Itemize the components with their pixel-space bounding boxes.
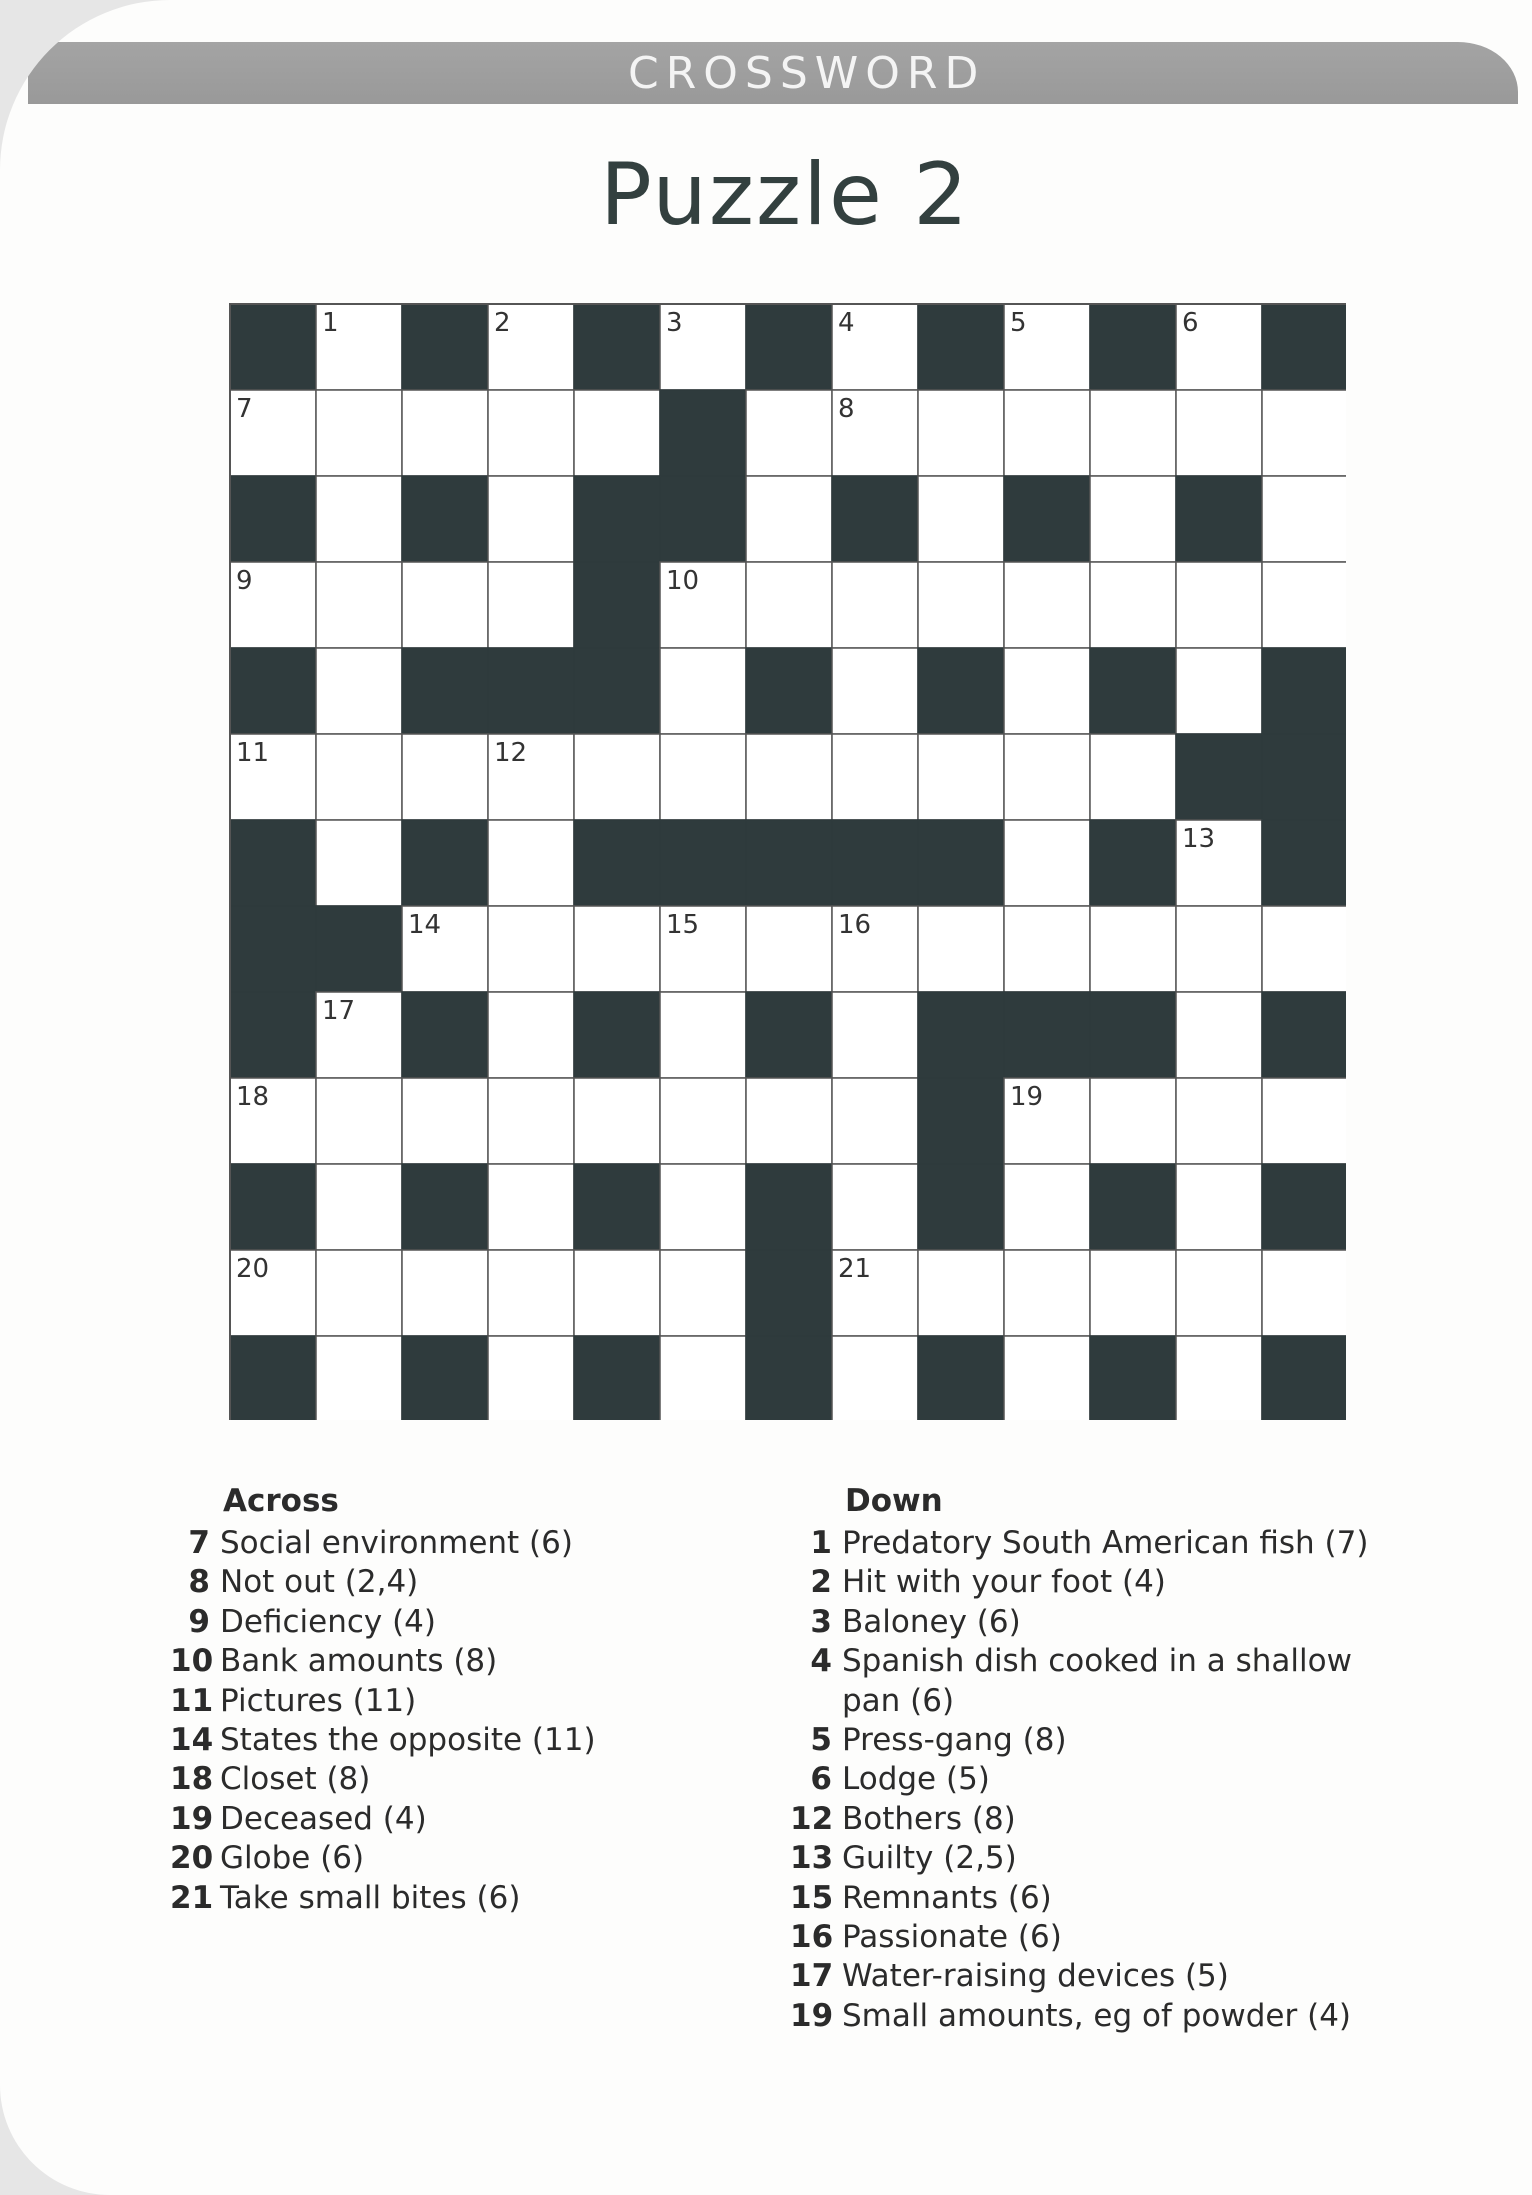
grid-block-cell bbox=[918, 820, 1004, 906]
grid-block-cell bbox=[918, 1164, 1004, 1250]
grid-answer-cell[interactable] bbox=[832, 734, 918, 820]
grid-answer-cell[interactable] bbox=[316, 1164, 402, 1250]
grid-answer-cell[interactable] bbox=[574, 1078, 660, 1164]
grid-answer-cell[interactable] bbox=[488, 1164, 574, 1250]
across-clue bbox=[170, 1603, 596, 1642]
down-clue bbox=[790, 1682, 1368, 1721]
across-clue-list bbox=[170, 1524, 596, 1918]
clue-number: 4 bbox=[810, 1643, 832, 1680]
down-clue bbox=[790, 1957, 1368, 1996]
grid-answer-cell[interactable] bbox=[918, 476, 1004, 562]
clue-text: States the opposite (11) bbox=[220, 1721, 596, 1758]
grid-block-cell bbox=[1090, 304, 1176, 390]
grid-block-cell bbox=[574, 1336, 660, 1420]
grid-block-cell bbox=[918, 648, 1004, 734]
grid-block-cell bbox=[1090, 1336, 1176, 1420]
down-clue bbox=[790, 1879, 1368, 1918]
grid-block-cell bbox=[918, 1078, 1004, 1164]
down-clue bbox=[790, 1603, 1368, 1642]
clue-text: Deceased (4) bbox=[220, 1800, 427, 1837]
clue-number: 9 bbox=[188, 1603, 210, 1640]
across-clue bbox=[170, 1721, 596, 1760]
grid-answer-cell[interactable] bbox=[574, 390, 660, 476]
clue-text: Remnants (6) bbox=[842, 1879, 1052, 1916]
down-clue bbox=[790, 1800, 1368, 1839]
down-clue bbox=[790, 1642, 1368, 1681]
grid-answer-cell[interactable] bbox=[1090, 562, 1176, 648]
clue-text: Globe (6) bbox=[220, 1840, 365, 1877]
clue-text: Closet (8) bbox=[220, 1761, 371, 1798]
clue-number: 14 bbox=[170, 1721, 214, 1758]
down-clue bbox=[790, 1997, 1368, 2036]
grid-clue-number: 19 bbox=[1010, 1082, 1044, 1112]
grid-answer-cell[interactable] bbox=[918, 906, 1004, 992]
clue-text: Guilty (2,5) bbox=[842, 1840, 1017, 1877]
grid-answer-cell[interactable] bbox=[402, 390, 488, 476]
grid-answer-cell[interactable] bbox=[488, 820, 574, 906]
across-clue bbox=[170, 1524, 596, 1563]
grid-answer-cell[interactable] bbox=[488, 390, 574, 476]
grid-block-cell bbox=[1262, 304, 1346, 390]
clue-number: 18 bbox=[170, 1761, 214, 1798]
grid-answer-cell[interactable] bbox=[1004, 1250, 1090, 1336]
puzzle-title: Puzzle 2 bbox=[600, 145, 970, 245]
grid-answer-cell[interactable] bbox=[316, 1078, 402, 1164]
down-clue bbox=[790, 1839, 1368, 1878]
grid-answer-cell[interactable] bbox=[316, 1336, 402, 1420]
clue-number: 8 bbox=[188, 1564, 210, 1601]
down-clue-list bbox=[790, 1524, 1368, 2036]
clue-number: 15 bbox=[790, 1879, 834, 1916]
down-clue bbox=[790, 1563, 1368, 1602]
grid-block-cell bbox=[918, 304, 1004, 390]
grid-answer-cell[interactable] bbox=[1176, 562, 1262, 648]
section-header-band bbox=[28, 42, 1518, 104]
grid-answer-cell[interactable] bbox=[746, 476, 832, 562]
grid-block-cell bbox=[1262, 1164, 1346, 1250]
grid-block-cell bbox=[230, 1336, 316, 1420]
grid-answer-cell[interactable] bbox=[1176, 390, 1262, 476]
grid-block-cell bbox=[1262, 648, 1346, 734]
clue-number: 12 bbox=[790, 1800, 834, 1837]
grid-clue-number: 15 bbox=[666, 910, 700, 940]
grid-answer-cell[interactable] bbox=[746, 1078, 832, 1164]
grid-answer-cell[interactable] bbox=[1262, 390, 1346, 476]
grid-block-cell bbox=[1004, 992, 1090, 1078]
grid-answer-cell[interactable] bbox=[488, 1250, 574, 1336]
grid-block-cell bbox=[402, 304, 488, 390]
grid-answer-cell[interactable] bbox=[1090, 390, 1176, 476]
grid-clue-number: 12 bbox=[494, 738, 528, 768]
grid-answer-cell[interactable] bbox=[660, 734, 746, 820]
down-clue bbox=[790, 1760, 1368, 1799]
grid-clue-number: 17 bbox=[322, 996, 356, 1026]
grid-block-cell bbox=[918, 992, 1004, 1078]
grid-answer-cell[interactable] bbox=[488, 1078, 574, 1164]
grid-answer-cell[interactable] bbox=[1262, 1250, 1346, 1336]
grid-block-cell bbox=[574, 476, 660, 562]
grid-answer-cell[interactable] bbox=[488, 476, 574, 562]
grid-block-cell bbox=[660, 390, 746, 476]
grid-clue-number: 13 bbox=[1182, 824, 1216, 854]
grid-answer-cell[interactable] bbox=[1176, 1250, 1262, 1336]
clue-text: Bothers (8) bbox=[842, 1800, 1016, 1837]
grid-block-cell bbox=[574, 992, 660, 1078]
grid-answer-cell[interactable] bbox=[574, 906, 660, 992]
grid-block-cell bbox=[1090, 648, 1176, 734]
grid-answer-cell[interactable] bbox=[832, 992, 918, 1078]
grid-answer-cell[interactable] bbox=[832, 1078, 918, 1164]
grid-answer-cell[interactable] bbox=[1262, 906, 1346, 992]
grid-clue-number: 5 bbox=[1010, 308, 1027, 338]
grid-block-cell bbox=[746, 1336, 832, 1420]
grid-block-cell bbox=[230, 1164, 316, 1250]
grid-clue-number: 8 bbox=[838, 394, 855, 424]
grid-block-cell bbox=[230, 648, 316, 734]
grid-block-cell bbox=[230, 992, 316, 1078]
grid-clue-number: 3 bbox=[666, 308, 683, 338]
grid-answer-cell[interactable] bbox=[1262, 476, 1346, 562]
grid-clue-number: 2 bbox=[494, 308, 511, 338]
grid-answer-cell[interactable] bbox=[832, 648, 918, 734]
clue-text: Baloney (6) bbox=[842, 1603, 1021, 1640]
clue-number: 19 bbox=[170, 1800, 214, 1837]
grid-answer-cell[interactable] bbox=[832, 1164, 918, 1250]
grid-clue-number: 21 bbox=[838, 1254, 872, 1284]
clue-text: Take small bites (6) bbox=[220, 1879, 521, 1916]
grid-answer-cell[interactable] bbox=[1004, 906, 1090, 992]
clue-number: 7 bbox=[188, 1525, 210, 1561]
across-clue bbox=[170, 1682, 596, 1721]
across-clue bbox=[170, 1800, 596, 1839]
down-clue bbox=[790, 1918, 1368, 1957]
grid-block-cell bbox=[402, 1336, 488, 1420]
grid-answer-cell[interactable] bbox=[1176, 1336, 1262, 1420]
grid-clue-number: 7 bbox=[236, 394, 253, 424]
grid-answer-cell[interactable] bbox=[746, 562, 832, 648]
grid-block-cell bbox=[230, 476, 316, 562]
grid-answer-cell[interactable] bbox=[1004, 648, 1090, 734]
grid-clue-number: 20 bbox=[236, 1254, 270, 1284]
grid-answer-cell[interactable] bbox=[746, 734, 832, 820]
grid-block-cell bbox=[1090, 992, 1176, 1078]
clue-number: 11 bbox=[170, 1682, 214, 1719]
grid-clue-number: 16 bbox=[838, 910, 872, 940]
grid-answer-cell[interactable] bbox=[1176, 1164, 1262, 1250]
grid-block-cell bbox=[574, 648, 660, 734]
grid-clue-number: 9 bbox=[236, 566, 253, 596]
clue-number: 5 bbox=[810, 1721, 832, 1758]
grid-block-cell bbox=[1262, 1336, 1346, 1420]
grid-block-cell bbox=[746, 1250, 832, 1336]
grid-answer-cell[interactable] bbox=[402, 1250, 488, 1336]
grid-answer-cell[interactable] bbox=[1004, 820, 1090, 906]
grid-answer-cell[interactable] bbox=[660, 1336, 746, 1420]
across-clues bbox=[170, 1482, 596, 1918]
grid-answer-cell[interactable] bbox=[574, 1250, 660, 1336]
grid-answer-cell[interactable] bbox=[1004, 1336, 1090, 1420]
grid-answer-cell[interactable] bbox=[402, 1078, 488, 1164]
grid-block-cell bbox=[402, 1164, 488, 1250]
down-clue bbox=[790, 1721, 1368, 1760]
grid-block-cell bbox=[918, 1336, 1004, 1420]
grid-clue-number: 18 bbox=[236, 1082, 270, 1112]
grid-block-cell bbox=[1090, 1164, 1176, 1250]
grid-answer-cell[interactable] bbox=[316, 562, 402, 648]
clue-text: Deficiency (4) bbox=[220, 1603, 437, 1640]
grid-answer-cell[interactable] bbox=[660, 1164, 746, 1250]
grid-answer-cell[interactable] bbox=[918, 1250, 1004, 1336]
grid-answer-cell[interactable] bbox=[574, 734, 660, 820]
grid-block-cell bbox=[574, 304, 660, 390]
down-heading: Down bbox=[845, 1483, 943, 1519]
grid-block-cell bbox=[1176, 476, 1262, 562]
grid-clue-number: 14 bbox=[408, 910, 442, 940]
clue-number: 19 bbox=[790, 1997, 834, 2034]
grid-answer-cell[interactable] bbox=[1176, 648, 1262, 734]
grid-answer-cell[interactable] bbox=[1090, 906, 1176, 992]
grid-block-cell bbox=[1090, 820, 1176, 906]
clue-number: 17 bbox=[790, 1958, 834, 1995]
grid-answer-cell[interactable] bbox=[1262, 562, 1346, 648]
grid-answer-cell[interactable] bbox=[402, 734, 488, 820]
clue-text: Bank amounts (8) bbox=[220, 1643, 498, 1680]
clue-text: Social environment (6) bbox=[220, 1525, 573, 1561]
across-clue bbox=[170, 1642, 596, 1681]
clue-text: Water-raising devices (5) bbox=[842, 1958, 1229, 1995]
grid-answer-cell[interactable] bbox=[1004, 734, 1090, 820]
clue-text: Lodge (5) bbox=[842, 1761, 990, 1798]
grid-answer-cell[interactable] bbox=[832, 562, 918, 648]
grid-block-cell bbox=[230, 820, 316, 906]
grid-block-cell bbox=[488, 648, 574, 734]
grid-block-cell bbox=[574, 820, 660, 906]
grid-answer-cell[interactable] bbox=[316, 820, 402, 906]
grid-block-cell bbox=[316, 906, 402, 992]
grid-answer-cell[interactable] bbox=[402, 562, 488, 648]
across-heading: Across bbox=[223, 1483, 339, 1519]
down-clue bbox=[790, 1524, 1368, 1563]
clue-number: 6 bbox=[810, 1761, 832, 1798]
grid-answer-cell[interactable] bbox=[1004, 1164, 1090, 1250]
clue-number: 16 bbox=[790, 1918, 834, 1955]
grid-clue-number: 6 bbox=[1182, 308, 1199, 338]
grid-answer-cell[interactable] bbox=[488, 992, 574, 1078]
grid-answer-cell[interactable] bbox=[316, 390, 402, 476]
grid-answer-cell[interactable] bbox=[918, 390, 1004, 476]
grid-answer-cell[interactable] bbox=[746, 390, 832, 476]
grid-answer-cell[interactable] bbox=[918, 734, 1004, 820]
clue-text: Spanish dish cooked in a shallow bbox=[842, 1643, 1352, 1680]
grid-answer-cell[interactable] bbox=[1090, 1078, 1176, 1164]
clue-text: Not out (2,4) bbox=[220, 1564, 419, 1601]
grid-block-cell bbox=[402, 992, 488, 1078]
grid-answer-cell[interactable] bbox=[316, 648, 402, 734]
crossword-grid bbox=[228, 302, 1346, 1420]
grid-answer-cell[interactable] bbox=[660, 1250, 746, 1336]
grid-block-cell bbox=[746, 304, 832, 390]
grid-clue-number: 10 bbox=[666, 566, 700, 596]
grid-answer-cell[interactable] bbox=[1176, 906, 1262, 992]
grid-block-cell bbox=[230, 906, 316, 992]
grid-block-cell bbox=[402, 820, 488, 906]
grid-block-cell bbox=[832, 820, 918, 906]
grid-clue-number: 1 bbox=[322, 308, 339, 338]
grid-answer-cell[interactable] bbox=[1090, 476, 1176, 562]
grid-answer-cell[interactable] bbox=[488, 1336, 574, 1420]
clue-text: Predatory South American fish (7) bbox=[842, 1525, 1369, 1561]
grid-answer-cell[interactable] bbox=[488, 906, 574, 992]
grid-block-cell bbox=[660, 820, 746, 906]
grid-answer-cell[interactable] bbox=[660, 648, 746, 734]
clue-number: 20 bbox=[170, 1840, 214, 1877]
grid-answer-cell[interactable] bbox=[1262, 1078, 1346, 1164]
grid-block-cell bbox=[746, 648, 832, 734]
grid-block-cell bbox=[746, 820, 832, 906]
grid-clue-number: 4 bbox=[838, 308, 855, 338]
grid-clue-number: 11 bbox=[236, 738, 270, 768]
clue-number: 1 bbox=[810, 1525, 832, 1561]
across-clue bbox=[170, 1760, 596, 1799]
grid-block-cell bbox=[574, 562, 660, 648]
grid-block-cell bbox=[832, 476, 918, 562]
grid-answer-cell[interactable] bbox=[660, 992, 746, 1078]
grid-answer-cell[interactable] bbox=[1090, 1250, 1176, 1336]
grid-answer-cell[interactable] bbox=[1004, 390, 1090, 476]
clue-number: 2 bbox=[810, 1564, 832, 1601]
grid-answer-cell[interactable] bbox=[660, 1078, 746, 1164]
grid-answer-cell[interactable] bbox=[316, 1250, 402, 1336]
across-clue bbox=[170, 1879, 596, 1918]
grid-answer-cell[interactable] bbox=[316, 476, 402, 562]
grid-answer-cell[interactable] bbox=[1004, 562, 1090, 648]
grid-block-cell bbox=[1004, 476, 1090, 562]
grid-block-cell bbox=[1262, 820, 1346, 906]
grid-answer-cell[interactable] bbox=[1090, 734, 1176, 820]
down-clues bbox=[790, 1482, 1368, 2036]
clue-text: pan (6) bbox=[842, 1682, 955, 1719]
grid-answer-cell[interactable] bbox=[918, 562, 1004, 648]
across-clue bbox=[170, 1839, 596, 1878]
grid-block-cell bbox=[230, 304, 316, 390]
clue-number bbox=[790, 1682, 832, 1721]
grid-block-cell bbox=[1262, 734, 1346, 820]
grid-block-cell bbox=[746, 992, 832, 1078]
clue-text: Passionate (6) bbox=[842, 1918, 1062, 1955]
grid-block-cell bbox=[1262, 992, 1346, 1078]
grid-block-cell bbox=[402, 476, 488, 562]
grid-answer-cell[interactable] bbox=[746, 906, 832, 992]
clue-number: 21 bbox=[170, 1879, 214, 1916]
clue-number: 10 bbox=[170, 1643, 214, 1680]
section-header-label: CROSSWORD bbox=[628, 48, 986, 99]
grid-answer-cell[interactable] bbox=[316, 734, 402, 820]
grid-answer-cell[interactable] bbox=[832, 1336, 918, 1420]
across-clue bbox=[170, 1563, 596, 1602]
clue-number: 3 bbox=[810, 1603, 832, 1640]
grid-answer-cell[interactable] bbox=[1176, 992, 1262, 1078]
grid-answer-cell[interactable] bbox=[488, 562, 574, 648]
clue-number: 13 bbox=[790, 1840, 834, 1877]
grid-block-cell bbox=[402, 648, 488, 734]
grid-block-cell bbox=[746, 1164, 832, 1250]
grid-answer-cell[interactable] bbox=[1176, 1078, 1262, 1164]
clue-text: Press-gang (8) bbox=[842, 1721, 1067, 1758]
grid-block-cell bbox=[1176, 734, 1262, 820]
clue-text: Pictures (11) bbox=[220, 1682, 417, 1719]
grid-block-cell bbox=[660, 476, 746, 562]
grid-block-cell bbox=[574, 1164, 660, 1250]
clue-text: Hit with your foot (4) bbox=[842, 1564, 1166, 1601]
clue-text: Small amounts, eg of powder (4) bbox=[842, 1997, 1352, 2034]
